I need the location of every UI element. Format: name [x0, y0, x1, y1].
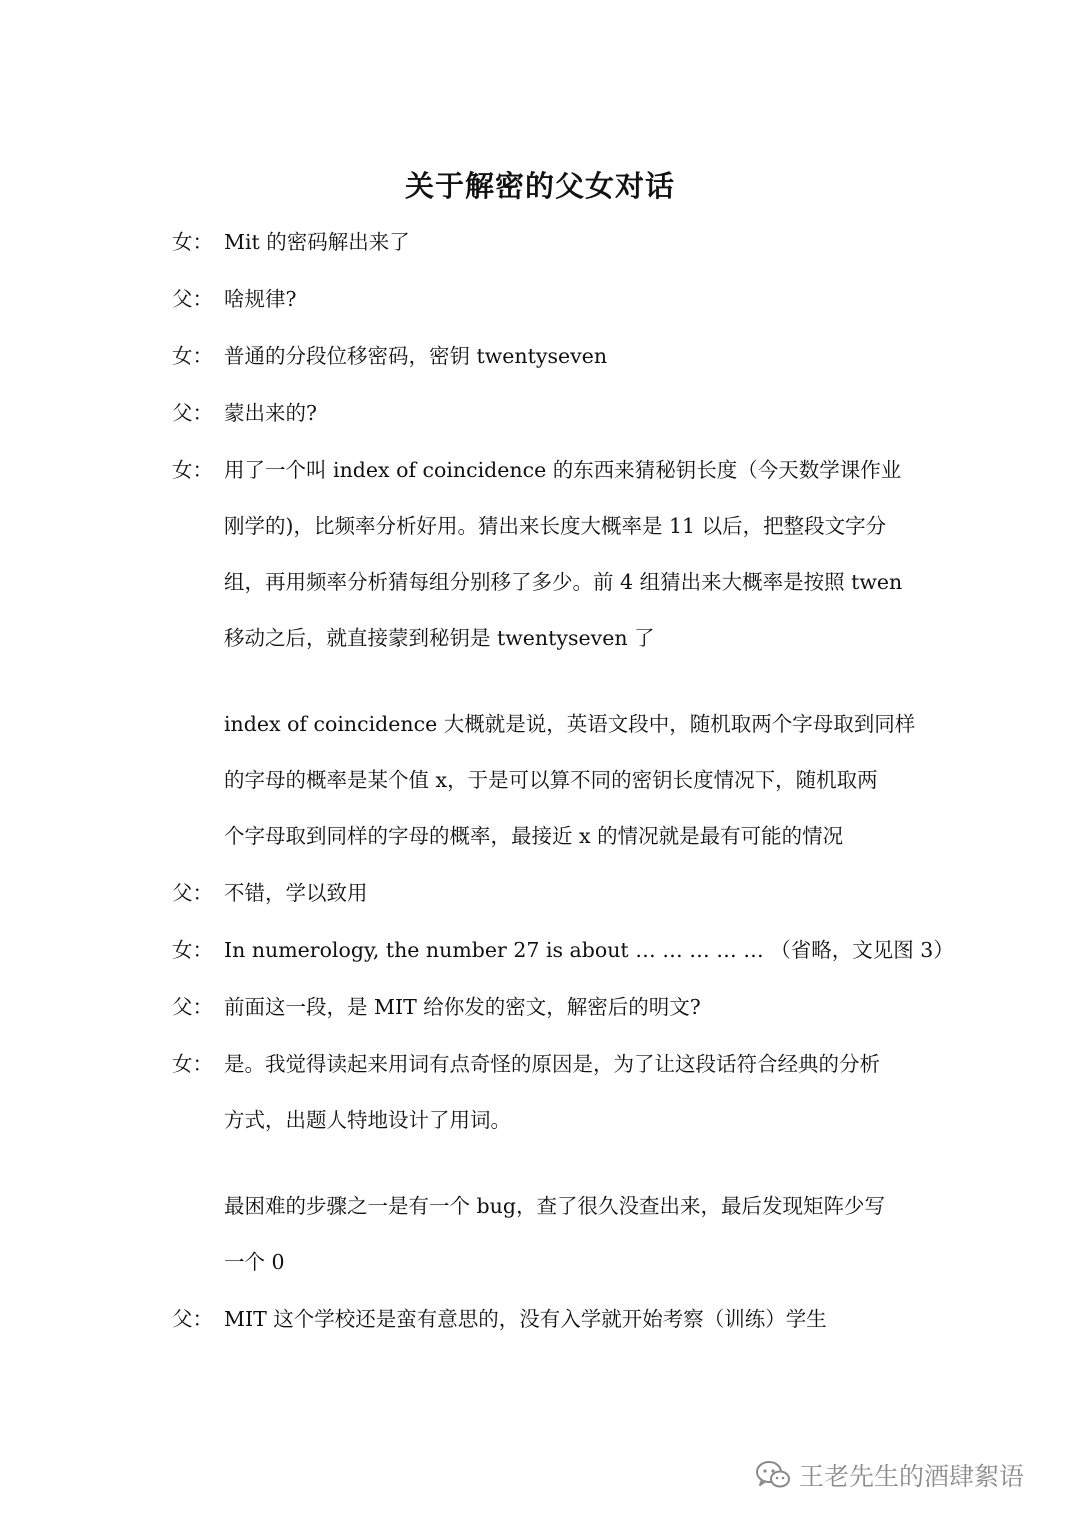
speaker-daughter: 女：: [172, 1052, 213, 1076]
dialogue-continuation: 最困难的步骤之一是有一个 bug，查了很久没查出来，最后发现矩阵少写: [224, 1194, 885, 1218]
dialogue-continuation: 个字母取到同样的字母的概率，最接近 x 的情况就是最有可能的情况: [224, 824, 844, 848]
speaker-father: 父：: [172, 287, 213, 311]
watermark: [755, 1455, 1024, 1495]
dialogue-continuation: 的字母的概率是某个值 x，于是可以算不同的密钥长度情况下，随机取两: [224, 768, 878, 792]
dialogue-line-9: [172, 1046, 880, 1082]
line-text: Mit 的密码解出来了: [224, 230, 410, 254]
dialogue-continuation: index of coincidence 大概就是说，英语文段中，随机取两个字母取到同样: [224, 712, 916, 736]
dialogue-line-10: [172, 1301, 827, 1337]
line-text: 是。我觉得读起来用词有点奇怪的原因是，为了让这段话符合经典的分析: [224, 1052, 880, 1076]
dialogue-line-4: [172, 395, 317, 431]
line-text: 不错，学以致用: [224, 881, 368, 905]
dialogue-line-1: [172, 224, 410, 260]
line-text: 普通的分段位移密码，密钥 twentyseven: [224, 344, 608, 368]
speaker-daughter: 女：: [172, 938, 213, 962]
speaker-father: 父：: [172, 881, 213, 905]
dialogue-line-2: [172, 281, 297, 317]
watermark-text: 王老先生的酒肆絮语: [799, 1462, 1025, 1491]
dialogue-line-6: [172, 875, 368, 911]
dialogue-line-8: [172, 989, 701, 1025]
speaker-father: 父：: [172, 995, 213, 1019]
line-text: In numerology, the number 27 is about … … … … … （省略，文见图 3）: [224, 938, 954, 962]
speaker-daughter: 女：: [172, 344, 213, 368]
line-text: 啥规律?: [224, 287, 297, 311]
document-title: 关于解密的父女对话: [404, 169, 675, 203]
dialogue-line-7: [172, 932, 954, 968]
speaker-father: 父：: [172, 401, 213, 425]
speaker-daughter: 女：: [172, 458, 213, 482]
line-text: 用了一个叫 index of coincidence 的东西来猜秘钥长度（今天数学课作业: [224, 458, 902, 482]
wechat-icon: [755, 1460, 791, 1490]
dialogue-continuation: 移动之后，就直接蒙到秘钥是 twentyseven 了: [224, 626, 655, 650]
dialogue-line-3: [172, 338, 607, 374]
line-text: 蒙出来的?: [224, 401, 317, 425]
speaker-daughter: 女：: [172, 230, 213, 254]
line-text: 前面这一段，是 MIT 给你发的密文，解密后的明文?: [224, 995, 701, 1019]
line-text: MIT 这个学校还是蛮有意思的，没有入学就开始考察（训练）学生: [224, 1307, 827, 1331]
dialogue-continuation: 方式，出题人特地设计了用词。: [224, 1108, 511, 1132]
dialogue-continuation: 一个 0: [224, 1250, 285, 1274]
dialogue-continuation: 组，再用频率分析猜每组分别移了多少。前 4 组猜出来大概率是按照 twen: [224, 570, 903, 594]
dialogue-line-5: [172, 452, 901, 488]
dialogue-continuation: 刚学的)，比频率分析好用。猜出来长度大概率是 11 以后，把整段文字分: [224, 514, 887, 538]
speaker-father: 父：: [172, 1307, 213, 1331]
